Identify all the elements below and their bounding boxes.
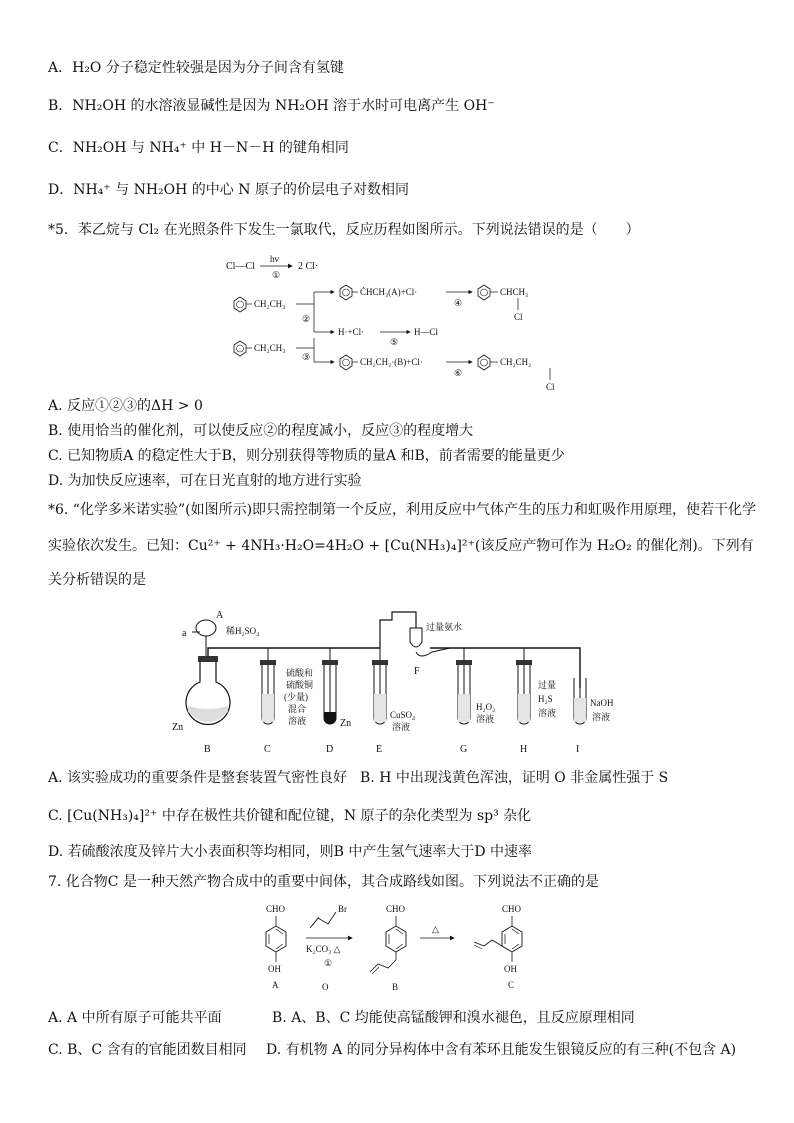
a-oh-label: OH xyxy=(268,964,281,974)
h-label-2: H₂S xyxy=(538,694,553,704)
zn-label-b: Zn xyxy=(172,722,184,733)
round-bottom-flask-b xyxy=(186,656,230,724)
label-compound-c: C xyxy=(508,980,515,990)
compound-c-structure xyxy=(474,916,522,962)
test-tube-g xyxy=(456,648,472,724)
q6-stem-line2: 实验依次发生。已知：Cu²⁺ + 4NH₃·H₂O=4H₂O + [Cu(NH₃)₄]²⁺(该反应产物可作为 H₂O₂ 的催化剂)。下列有 xyxy=(48,538,754,554)
q5-option-a: A. 反应①②③的ΔH > 0 xyxy=(48,398,203,414)
g-label-2: 溶液 xyxy=(476,714,495,724)
q4-option-d: D．NH₄⁺ 与 NH₂OH 的中心 N 原子的价层电子对数相同 xyxy=(48,182,409,198)
test-tube-c xyxy=(260,648,276,724)
q6-stem-line1: *6. “化学多米诺实验”(如图所示)即只需控制第一个反应，利用反应中气体产生的压力和虹吸作用原理，使若干化学 xyxy=(48,502,757,518)
step-number: ① xyxy=(324,958,333,968)
q5-option-b: B. 使用恰当的催化剂，可以使反应②的程度减小，反应③的程度增大 xyxy=(48,423,474,439)
product-b-cl: Cl xyxy=(546,382,555,392)
g-label-1: H₂O₂ xyxy=(476,702,496,712)
step6-number: ⑥ xyxy=(454,368,463,378)
e-label-1: CuSO₄ xyxy=(390,710,416,720)
test-tube-h xyxy=(516,648,532,724)
reagent-label: K₂CO₃ △ xyxy=(306,944,341,954)
h-label-1: 过量 xyxy=(538,680,557,690)
c-label-1: 硫酸和 xyxy=(286,668,314,678)
c-cho-label: CHO xyxy=(502,904,522,914)
c-label-5: 溶液 xyxy=(288,716,307,726)
q7-option-c: C. B、C 含有的官能团数目相同 xyxy=(48,1042,247,1058)
q4-option-a: A．H₂O 分子稳定性较强是因为分子间含有氢键 xyxy=(48,60,344,76)
h-cl-radicals-label: H·+Cl· xyxy=(338,327,365,337)
heat-label: △ xyxy=(432,924,439,934)
q5-option-c: C. 已知物质A 的稳定性大于B，则分别获得等物质的量A 和B，前者需要的能量更少 xyxy=(48,448,565,464)
q6-option-d: D. 若硫酸浓度及锌片大小表面积等均相同，则B 中产生氢气速率大于D 中速率 xyxy=(48,844,533,860)
q5-stem: *5．苯乙烷与 Cl₂ 在光照条件下发生一氯取代，反应历程如图所示。下列说法错误的是（ ） xyxy=(48,222,640,238)
test-tube-e xyxy=(372,648,388,724)
step5-number: ⑤ xyxy=(390,337,399,347)
radical-b-label: CH₂CH₂·(B)+Cl· xyxy=(360,357,423,367)
step3-number: ③ xyxy=(302,352,311,362)
b-cho-label: CHO xyxy=(386,904,406,914)
q5-option-d: D. 为加快反应速率，可在日光直射的地方进行实验 xyxy=(48,473,362,489)
label-B: B xyxy=(204,744,211,755)
i-label-2: 溶液 xyxy=(592,712,611,722)
c-label-4: 混合 xyxy=(288,704,307,714)
dropping-funnel-f xyxy=(410,628,450,656)
label-o: O xyxy=(322,982,329,992)
benzene-ring-icon xyxy=(478,285,490,300)
benzene-ring-icon xyxy=(340,355,352,370)
product-b-label: CH₂CH₂ xyxy=(500,357,532,367)
label-C: C xyxy=(264,744,271,755)
label-compound-b: B xyxy=(392,982,399,992)
label-compound-a: A xyxy=(272,980,279,990)
label-A: A xyxy=(216,610,224,621)
test-tube-d xyxy=(322,648,338,724)
h-label-3: 溶液 xyxy=(538,708,557,718)
step2-number: ② xyxy=(302,314,311,324)
zn-label-d: Zn xyxy=(340,718,352,729)
cl-radical-label: 2 Cl· xyxy=(298,261,319,272)
q4-option-b: B．NH₂OH 的水溶液显碱性是因为 NH₂OH 溶于水时可电离产生 OH⁻ xyxy=(48,98,495,114)
benzene-ring-icon xyxy=(340,285,352,300)
q7-option-a: A. A 中所有原子可能共平面 xyxy=(48,1010,222,1026)
br-label: Br xyxy=(338,904,347,914)
separatory-funnel-a xyxy=(192,620,216,660)
label-D: D xyxy=(326,744,334,755)
c-oh-label: OH xyxy=(504,964,517,974)
label-I: I xyxy=(576,744,580,755)
product-a-cl: Cl xyxy=(514,312,523,322)
q6-domino-apparatus xyxy=(170,608,630,758)
step1-number: ① xyxy=(272,270,281,280)
product-a-label: CHCH₃ xyxy=(500,287,529,297)
c-label-2: 硫酸铜 xyxy=(286,680,314,690)
cl2-label: Cl—Cl xyxy=(226,261,255,272)
q7-stem: 7. 化合物C 是一种天然产物合成中的重要中间体，其合成路线如图。下列说法不正确的是 xyxy=(48,874,599,890)
label-a: a xyxy=(182,628,187,639)
q6-option-b: B. H 中出现浅黄色浑浊，证明 O 非金属性强于 S xyxy=(360,770,669,786)
c-label-3: (少量) xyxy=(284,692,308,702)
benzene-ring-icon xyxy=(234,341,246,356)
compound-a-structure xyxy=(266,916,286,962)
q7-option-b: B. A、B、C 均能使高锰酸钾和溴水褪色，且反应原理相同 xyxy=(272,1010,635,1026)
label-E: E xyxy=(376,744,383,755)
compound-b-structure xyxy=(370,916,406,974)
label-G: G xyxy=(460,744,468,755)
step4-number: ④ xyxy=(454,298,463,308)
label-F: F xyxy=(414,666,420,677)
ethyl-label-2: CH₂CH₃ xyxy=(254,343,286,353)
i-label-1: NaOH xyxy=(590,698,614,708)
q6-option-c: C. [Cu(NH₃)₄]²⁺ 中存在极性共价键和配位键，N 原子的杂化类型为 sp³ 杂化 xyxy=(48,808,532,824)
hv-label: hv xyxy=(270,254,279,264)
q5-reaction-scheme xyxy=(220,252,580,394)
q6-option-a: A. 该实验成功的重要条件是整套装置气密性良好 xyxy=(48,770,348,786)
q6-stem-line3: 关分析错误的是 xyxy=(48,572,146,588)
benzene-ring-icon xyxy=(234,297,246,312)
hcl-label: H—Cl xyxy=(414,327,439,337)
label-H: H xyxy=(520,744,528,755)
q7-synthesis-route xyxy=(240,898,580,1000)
q7-option-d: D. 有机物 A 的同分异构体中含有苯环且能发生银镜反应的有三种(不包含 A) xyxy=(266,1042,737,1058)
ethyl-label-1: CH₂CH₃ xyxy=(254,299,286,309)
ammonia-label: 过量氨水 xyxy=(426,622,463,632)
radical-a-label: ĊHCH₃(A)+Cl· xyxy=(360,287,418,297)
e-label-2: 溶液 xyxy=(392,722,411,732)
a-cho-label: CHO xyxy=(266,904,286,914)
q4-option-c: C．NH₂OH 与 NH₄⁺ 中 H－N－H 的键角相同 xyxy=(48,140,349,156)
acid-label: 稀H₂SO₄ xyxy=(226,626,260,636)
benzene-ring-icon xyxy=(478,355,490,370)
